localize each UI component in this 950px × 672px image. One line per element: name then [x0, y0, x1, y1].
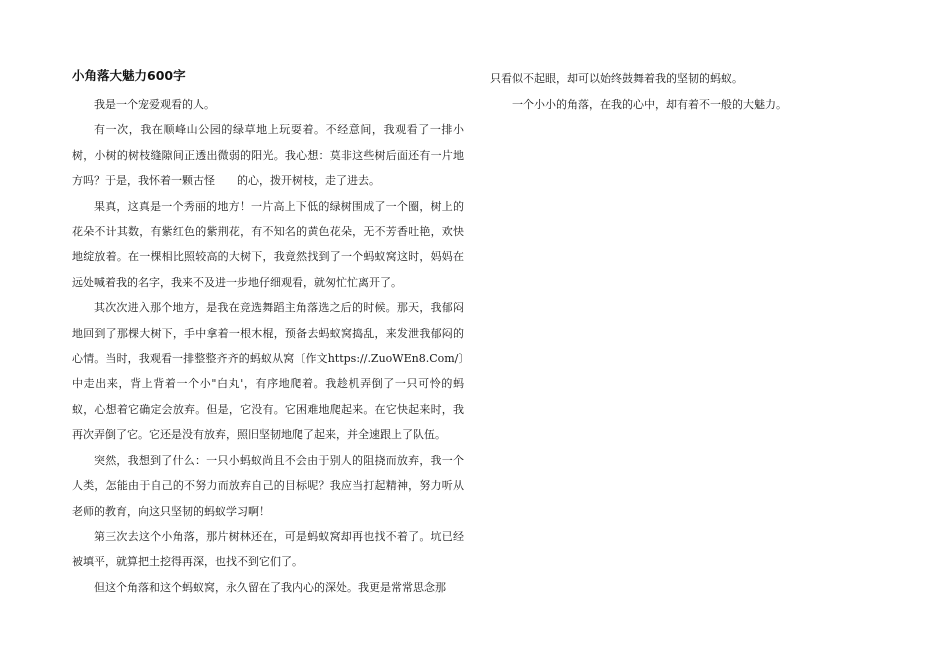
- paragraph-7: 但这个角落和这个蚂蚁窝，永久留在了我内心的深处。我更是常常思念那: [94, 580, 446, 594]
- document-title: 小角落大魅力600字: [72, 68, 186, 83]
- paragraph-7-continuation: 只看似不起眼，却可以始终鼓舞着我的坚韧的蚂蚁。: [490, 72, 743, 85]
- closing-paragraph: 一个小小的角落，在我的心中，却有着不一般的大魅力。: [512, 98, 787, 111]
- left-column: [72, 66, 464, 600]
- paragraph-3: 果真，这真是一个秀丽的地方！一片高上下低的绿树围成了一个圈，树上的花朵不计其数，有紫红色的紫荆花，有不知名的黄色花朵，无不芳香吐艳，欢快地绽放着。在一棵相比照较高的大树下，我竟然找到了一个蚂蚁窝这时，妈妈在远处喊着我的名字，我来不及进一步地仔细观看，就匆忙忙离开了。: [72, 199, 464, 289]
- right-column: [490, 66, 882, 118]
- paragraph-5: 突然，我想到了什么：一只小蚂蚁尚且不会由于别人的阻挠而放弃，我一个人类，怎能由于自己的不努力而放弃自己的目标呢？我应当打起精神，努力听从老师的教育，向这只坚韧的蚂蚁学习啊！: [72, 453, 464, 518]
- paragraph-1: 我是一个宠爱观看的人。: [94, 98, 215, 111]
- paragraph-4: 其次次进入那个地方，是我在竞选舞蹈主角落选之后的时候。那天，我郁闷地回到了那棵大树下，手中拿着一根木棍，预备去蚂蚁窝捣乱，来发泄我郁闷的心情。当时，我观看一排整整齐齐的蚂蚁从窝〔作文https://.ZuoWEn8.Com/〕中走出来，背上背着一个小"白丸'，有序地爬着。我趁机弄倒了一只可怜的蚂蚁，心想着它确定会放弃。但是，它没有。它困难地爬起来。在它快起来时，我再次弄倒了它。它还是没有放弃，照旧坚韧地爬了起来，并全速跟上了队伍。: [72, 301, 464, 442]
- paragraph-2: 有一次，我在顺峰山公园的绿草地上玩耍着。不经意间，我观看了一排小树，小树的树枝缝隙间正透出微弱的阳光。我心想：莫非这些树后面还有一片地方吗？于是，我怀着一颗古怪 的心，拨开树枝，走了进去。: [72, 123, 464, 188]
- paragraph-6: 第三次去这个小角落，那片树林还在，可是蚂蚁窝却再也找不着了。坑已经被填平，就算把土挖得再深，也找不到它们了。: [72, 529, 464, 569]
